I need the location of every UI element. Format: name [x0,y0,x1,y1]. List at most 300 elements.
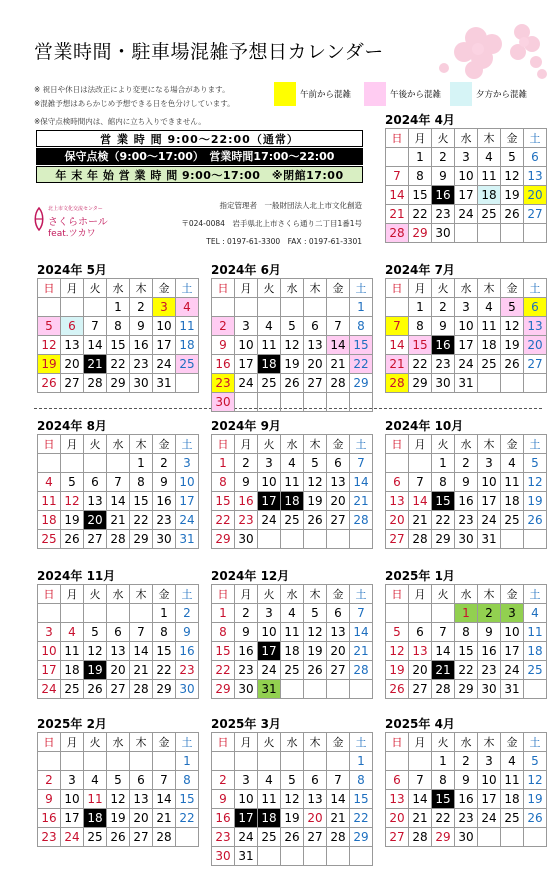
day-cell: 2 [432,148,455,167]
legend-afternoon-swatch [364,82,386,106]
legend-morning-swatch [274,82,296,106]
day-cell: 21 [409,511,432,530]
empty-cell [524,530,547,549]
day-cell: 9 [235,473,258,492]
day-cell: 18 [281,642,304,661]
banner-normal-hours: 営 業 時 間 9:00～22:00（通常） [36,130,363,147]
weekday-header: 水 [107,585,130,604]
weekday-header: 水 [107,435,130,454]
day-cell: 22 [130,511,153,530]
weekday-header: 火 [432,129,455,148]
day-cell: 28 [153,828,176,847]
banner-new-year-hours: 年 末 年 始 営 業 時 間 9:00～17:00 ※閉館17:00 [36,166,363,183]
day-cell: 13 [84,492,107,511]
day-cell: 7 [386,167,409,186]
day-cell: 30 [176,680,199,699]
day-cell: 30 [235,680,258,699]
empty-cell [258,847,281,866]
day-cell: 15 [153,642,176,661]
day-cell: 21 [327,355,350,374]
day-cell: 4 [84,771,107,790]
weekday-header: 日 [38,435,61,454]
weekday-header: 日 [38,733,61,752]
day-cell: 11 [176,317,199,336]
day-cell: 19 [524,492,547,511]
month-calendar [385,112,543,243]
month-table [385,128,547,243]
day-cell: 20 [130,809,153,828]
empty-cell [281,298,304,317]
day-cell: 8 [432,771,455,790]
day-cell: 25 [176,355,199,374]
empty-cell [258,752,281,771]
note-congestion: ※混雑予想はあらかじめ予想できる日を色分けしています。 [34,99,235,108]
day-cell: 30 [478,680,501,699]
day-cell: 12 [84,642,107,661]
note-maintenance: ※保守点検時間内は、館内に立ち入りできません。 [34,117,206,126]
day-cell: 28 [327,374,350,393]
day-cell: 3 [235,771,258,790]
weekday-header: 日 [386,435,409,454]
day-cell: 9 [38,790,61,809]
weekday-header: 火 [84,435,107,454]
day-cell: 3 [455,148,478,167]
day-cell: 24 [501,661,524,680]
weekday-header: 水 [281,435,304,454]
day-cell: 11 [524,623,547,642]
weekday-header: 木 [478,129,501,148]
day-cell: 10 [478,771,501,790]
empty-cell [501,530,524,549]
day-cell: 7 [327,771,350,790]
empty-cell [304,393,327,412]
month-title: 2024年 11月 [37,569,116,583]
day-cell: 3 [258,454,281,473]
day-cell: 8 [130,473,153,492]
day-cell: 13 [386,790,409,809]
weekday-header: 月 [409,585,432,604]
day-cell: 4 [61,623,84,642]
month-calendar [385,418,543,549]
day-cell: 9 [432,167,455,186]
month-calendar [385,262,543,393]
month-title: 2024年 8月 [37,419,107,433]
day-cell: 12 [501,317,524,336]
month-table [385,434,547,549]
empty-cell [84,604,107,623]
day-cell: 16 [455,492,478,511]
day-cell: 20 [327,642,350,661]
weekday-header: 木 [478,733,501,752]
day-cell: 19 [281,809,304,828]
month-table [37,584,199,699]
day-cell: 3 [501,604,524,623]
day-cell: 31 [235,847,258,866]
day-cell: 22 [350,809,373,828]
day-cell: 26 [84,680,107,699]
day-cell: 10 [153,317,176,336]
weekday-header: 土 [524,129,547,148]
day-cell: 23 [455,511,478,530]
empty-cell [281,530,304,549]
day-cell: 8 [409,317,432,336]
day-cell: 31 [478,530,501,549]
weekday-header: 土 [524,435,547,454]
day-cell: 15 [432,790,455,809]
day-cell: 2 [455,454,478,473]
day-cell: 3 [235,317,258,336]
weekday-header: 木 [304,435,327,454]
day-cell: 17 [478,790,501,809]
day-cell: 5 [524,752,547,771]
day-cell: 26 [281,374,304,393]
day-cell: 6 [304,317,327,336]
day-cell: 26 [107,828,130,847]
day-cell: 3 [153,298,176,317]
weekday-header: 火 [258,279,281,298]
weekday-header: 日 [386,279,409,298]
weekday-header: 日 [212,279,235,298]
sakura-logo-icon [32,206,46,232]
day-cell: 5 [304,604,327,623]
day-cell: 29 [212,530,235,549]
day-cell: 27 [130,828,153,847]
day-cell: 19 [386,661,409,680]
weekday-header: 月 [61,733,84,752]
day-cell: 13 [327,623,350,642]
empty-cell [258,298,281,317]
empty-cell [212,752,235,771]
weekday-header: 火 [84,733,107,752]
day-cell: 21 [130,661,153,680]
cherry-blossom-illustration [424,18,552,90]
day-cell: 28 [432,680,455,699]
day-cell: 25 [258,374,281,393]
month-title: 2024年 12月 [211,569,290,583]
day-cell: 1 [176,752,199,771]
day-cell: 14 [350,623,373,642]
day-cell: 11 [258,790,281,809]
weekday-header: 木 [478,279,501,298]
day-cell: 14 [432,642,455,661]
day-cell: 25 [478,205,501,224]
day-cell: 15 [350,790,373,809]
day-cell: 29 [107,374,130,393]
empty-cell [107,454,130,473]
day-cell: 6 [130,771,153,790]
day-cell: 30 [432,224,455,243]
day-cell: 5 [107,771,130,790]
day-cell: 19 [304,492,327,511]
empty-cell [130,604,153,623]
day-cell: 29 [455,680,478,699]
day-cell: 15 [212,642,235,661]
weekday-header: 木 [304,585,327,604]
month-table [385,584,547,699]
day-cell: 26 [304,511,327,530]
day-cell: 19 [38,355,61,374]
empty-cell [524,828,547,847]
month-table [385,278,547,393]
legend-evening-label: 夕方から混雑 [476,90,528,100]
weekday-header: 火 [432,585,455,604]
day-cell: 13 [61,336,84,355]
day-cell: 25 [61,680,84,699]
weekday-header: 月 [235,435,258,454]
day-cell: 20 [327,492,350,511]
day-cell: 4 [38,473,61,492]
day-cell: 19 [61,511,84,530]
empty-cell [386,298,409,317]
day-cell: 8 [176,771,199,790]
day-cell: 27 [386,530,409,549]
day-cell: 17 [258,642,281,661]
day-cell: 21 [327,809,350,828]
day-cell: 8 [153,623,176,642]
day-cell: 10 [235,336,258,355]
weekday-header: 木 [130,435,153,454]
weekday-header: 月 [61,435,84,454]
weekday-header: 水 [281,585,304,604]
day-cell: 21 [153,809,176,828]
day-cell: 24 [455,205,478,224]
weekday-header: 火 [258,585,281,604]
empty-cell [432,604,455,623]
day-cell: 28 [327,828,350,847]
day-cell: 25 [501,809,524,828]
day-cell: 27 [61,374,84,393]
weekday-header: 水 [107,279,130,298]
day-cell: 27 [327,511,350,530]
weekday-header: 日 [386,585,409,604]
empty-cell [304,752,327,771]
day-cell: 29 [130,530,153,549]
day-cell: 24 [235,374,258,393]
legend-morning [274,82,351,106]
day-cell: 11 [501,473,524,492]
day-cell: 31 [501,680,524,699]
day-cell: 17 [61,809,84,828]
weekday-header: 日 [386,129,409,148]
day-cell: 4 [176,298,199,317]
day-cell: 10 [478,473,501,492]
day-cell: 23 [432,205,455,224]
day-cell: 26 [501,205,524,224]
day-cell: 7 [130,623,153,642]
day-cell: 7 [350,454,373,473]
day-cell: 13 [107,642,130,661]
day-cell: 8 [432,473,455,492]
day-cell: 28 [350,511,373,530]
month-calendar [385,716,543,847]
day-cell: 22 [107,355,130,374]
empty-cell [386,148,409,167]
day-cell: 14 [153,790,176,809]
day-cell: 2 [212,771,235,790]
day-cell: 9 [212,336,235,355]
day-cell: 24 [235,828,258,847]
empty-cell [327,393,350,412]
day-cell: 23 [432,355,455,374]
legend-morning-label: 午前から混雑 [300,90,352,100]
weekday-header: 水 [455,279,478,298]
day-cell: 30 [153,530,176,549]
day-cell: 12 [501,167,524,186]
day-cell: 14 [409,790,432,809]
empty-cell [304,847,327,866]
empty-cell [61,752,84,771]
day-cell: 25 [501,511,524,530]
month-table [211,732,373,866]
day-cell: 10 [258,623,281,642]
day-cell: 20 [61,355,84,374]
day-cell: 3 [478,752,501,771]
weekday-header: 木 [304,733,327,752]
day-cell: 9 [455,771,478,790]
weekday-header: 月 [61,279,84,298]
weekday-header: 火 [258,435,281,454]
day-cell: 23 [130,355,153,374]
day-cell: 1 [432,454,455,473]
day-cell: 17 [478,492,501,511]
day-cell: 5 [304,454,327,473]
empty-cell [61,454,84,473]
empty-cell [212,298,235,317]
day-cell: 19 [304,642,327,661]
day-cell: 4 [478,148,501,167]
month-table [211,278,373,412]
day-cell: 16 [432,336,455,355]
day-cell: 20 [386,809,409,828]
day-cell: 12 [304,473,327,492]
day-cell: 29 [409,224,432,243]
day-cell: 4 [281,454,304,473]
day-cell: 7 [84,317,107,336]
day-cell: 11 [281,473,304,492]
day-cell: 9 [153,473,176,492]
day-cell: 1 [350,752,373,771]
day-cell: 16 [153,492,176,511]
empty-cell [107,604,130,623]
day-cell: 25 [281,511,304,530]
empty-cell [235,752,258,771]
day-cell: 4 [258,771,281,790]
day-cell: 29 [409,374,432,393]
empty-cell [386,752,409,771]
day-cell: 19 [107,809,130,828]
day-cell: 16 [235,492,258,511]
month-title: 2025年 4月 [385,717,455,731]
weekday-header: 金 [501,585,524,604]
weekday-header: 土 [176,733,199,752]
day-cell: 18 [478,186,501,205]
empty-cell [258,530,281,549]
day-cell: 7 [350,604,373,623]
day-cell: 10 [176,473,199,492]
day-cell: 30 [432,374,455,393]
weekday-header: 日 [212,733,235,752]
weekday-header: 土 [350,435,373,454]
empty-cell [176,828,199,847]
day-cell: 22 [212,511,235,530]
day-cell: 29 [432,828,455,847]
day-cell: 21 [107,511,130,530]
month-calendar [37,568,195,699]
month-calendar [211,568,369,699]
month-calendar [37,716,195,847]
day-cell: 17 [455,186,478,205]
month-table [37,732,199,847]
weekday-header: 水 [281,279,304,298]
weekday-header: 金 [501,129,524,148]
day-cell: 27 [524,205,547,224]
day-cell: 27 [304,374,327,393]
day-cell: 13 [304,336,327,355]
day-cell: 18 [501,492,524,511]
day-cell: 3 [478,454,501,473]
empty-cell [455,224,478,243]
weekday-header: 月 [235,279,258,298]
day-cell: 27 [304,828,327,847]
logo-name: さくらホール [48,217,108,228]
month-calendar [385,568,543,699]
weekday-header: 金 [327,435,350,454]
day-cell: 9 [478,623,501,642]
day-cell: 20 [107,661,130,680]
empty-cell [501,828,524,847]
day-cell: 3 [258,604,281,623]
weekday-header: 土 [350,733,373,752]
day-cell: 21 [350,642,373,661]
weekday-header: 火 [432,279,455,298]
empty-cell [38,454,61,473]
weekday-header: 金 [153,279,176,298]
day-cell: 14 [327,790,350,809]
day-cell: 2 [235,454,258,473]
weekday-header: 月 [235,733,258,752]
org-phone-fax: TEL : 0197-61-3300 FAX : 0197-61-3301 [206,237,362,246]
day-cell: 5 [281,317,304,336]
day-cell: 10 [61,790,84,809]
month-title: 2024年 9月 [211,419,281,433]
day-cell: 2 [130,298,153,317]
day-cell: 18 [524,642,547,661]
day-cell: 1 [153,604,176,623]
day-cell: 1 [432,752,455,771]
day-cell: 30 [455,530,478,549]
day-cell: 16 [212,809,235,828]
day-cell: 18 [258,355,281,374]
empty-cell [107,752,130,771]
weekday-header: 火 [84,585,107,604]
weekday-header: 日 [386,733,409,752]
legend-evening [450,82,527,106]
empty-cell [327,530,350,549]
weekday-header: 日 [212,585,235,604]
day-cell: 28 [350,661,373,680]
day-cell: 13 [327,473,350,492]
empty-cell [478,374,501,393]
day-cell: 22 [432,809,455,828]
weekday-header: 金 [153,435,176,454]
month-calendar [37,418,195,549]
day-cell: 28 [409,828,432,847]
day-cell: 10 [455,317,478,336]
weekday-header: 土 [350,585,373,604]
day-cell: 15 [107,336,130,355]
day-cell: 28 [386,374,409,393]
empty-cell [153,752,176,771]
